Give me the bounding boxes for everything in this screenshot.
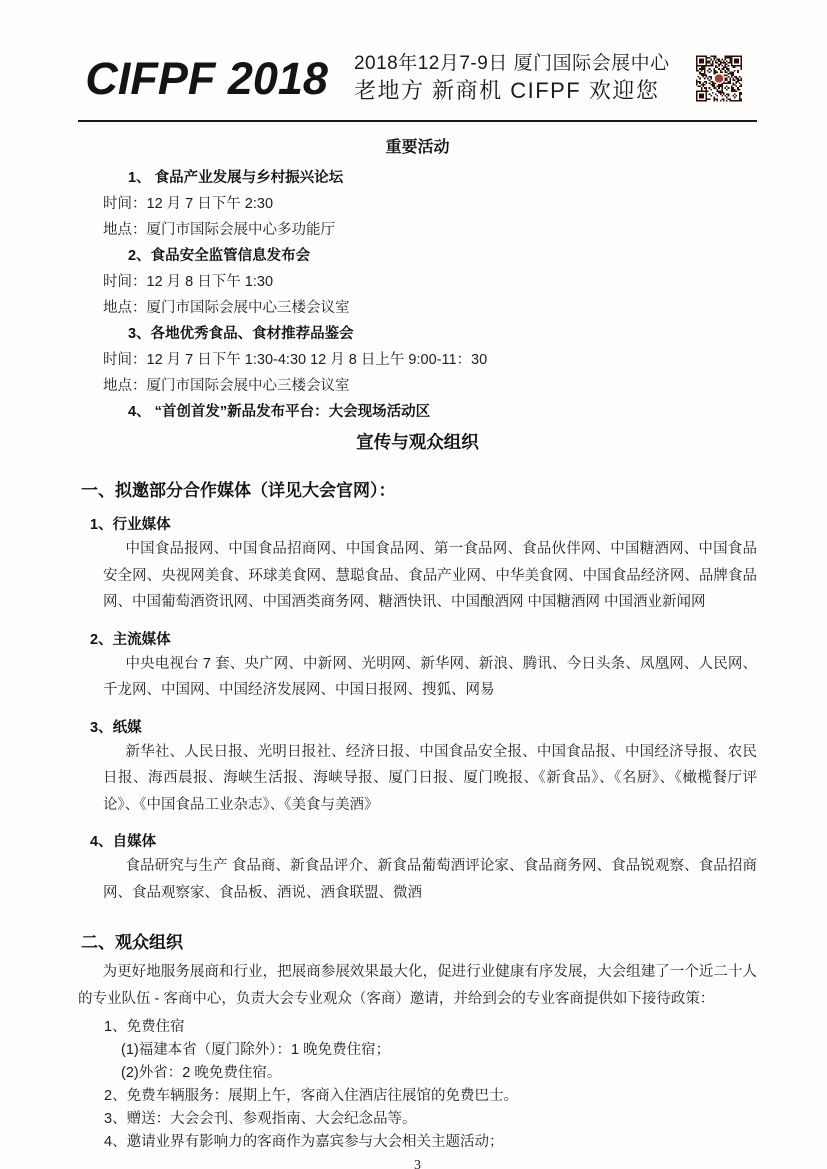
media-group-list: 中国食品报网、中国食品招商网、中国食品网、第一食品网、食品伙伴网、中国糖酒网、中国食品安全网、央视网美食、环球美食网、慧聪食品、食品产业网、中华美食网、中国食品经济网、品牌食品网、中国葡萄酒资讯网、中国酒类商务网、糖酒快讯、中国酿酒网 中国糖酒网 中国酒业新闻网 — [103, 541, 757, 611]
media-group-label: 1、行业媒体 — [90, 517, 171, 534]
activity-heading: 1、 食品产业发展与乡村振兴论坛 — [128, 170, 344, 187]
activity-time: 时间：12 月 7 日下午 2:30 — [103, 196, 274, 213]
qr-code-icon — [696, 54, 742, 103]
activity-place: 地点：厦门市国际会展中心三楼会议室 — [103, 300, 350, 317]
document-body — [0, 134, 827, 1169]
policy-item: 3、赠送：大会会刊、参观指南、大会纪念品等。 — [104, 1111, 417, 1128]
media-group-label: 3、纸媒 — [90, 719, 142, 736]
policy-item: 1、免费住宿 — [104, 1019, 185, 1036]
policy-item: 4、邀请业界有影响力的客商作为嘉宾参与大会相关主题活动； — [104, 1134, 504, 1151]
media-group-label: 2、主流媒体 — [90, 631, 171, 648]
media-section-heading: 一、拟邀部分合作媒体（详见大会官网）： — [81, 481, 396, 501]
activity-time: 时间：12 月 7 日下午 1:30-4:30 12 月 8 日上午 9:00-11：30 — [103, 352, 488, 369]
media-group-label: 4、自媒体 — [90, 834, 157, 851]
event-slogan: 老地方 新商机 CIFPF 欢迎您 — [353, 77, 660, 103]
activity-heading: 3、各地优秀食品、食材推荐品鉴会 — [128, 326, 354, 343]
header-divider — [78, 120, 757, 122]
activity-place: 地点：厦门市国际会展中心多功能厅 — [103, 222, 335, 239]
section-title-publicity: 宣传与观众组织 — [356, 432, 479, 453]
page-number: 3 — [414, 1158, 421, 1169]
activity-heading: 2、食品安全监管信息发布会 — [128, 248, 311, 265]
audience-section-heading: 二、观众组织 — [81, 933, 183, 953]
media-group-list: 食品研究与生产 食品商、新食品评介、新食品葡萄酒评论家、食品商务网、食品锐观察、食品招商网、食品观察家、食品板、酒说、酒食联盟、微酒 — [103, 858, 757, 901]
policy-subitem: (1)福建本省（厦门除外）：1 晚免费住宿； — [121, 1042, 391, 1059]
cifpf-logo: CIFPF 2018 — [85, 52, 328, 104]
policy-item: 2、免费车辆服务：展期上午，客商入住酒店往展馆的免费巴士。 — [104, 1088, 519, 1105]
audience-intro-paragraph: 为更好地服务展商和行业，把展商参展效果最大化，促进行业健康有序发展，大会组建了一个近二十人的专业队伍 - 客商中心，负责大会专业观众（客商）邀请，并给到会的专业客商提供如下接待政策： — [78, 964, 757, 1007]
document-header — [0, 0, 827, 105]
media-group-list: 中央电视台 7 套、央广网、中新网、光明网、新华网、新浪、腾讯、今日头条、凤凰网、人民网、千龙网、中国网、中国经济发展网、中国日报网、搜狐、网易 — [103, 655, 757, 699]
header-text-block — [354, 52, 670, 105]
activities-list — [78, 169, 757, 422]
media-group-list: 新华社、人民日报、光明日报社、经济日报、中国食品安全报、中国食品报、中国经济导报、农民日报、海西晨报、海峡生活报、海峡导报、厦门日报、厦门晚报、《新食品》、《名厨》、《橄榄餐厅评论》、《中国食品工业杂志》、《美食与美酒》 — [103, 743, 757, 813]
event-date-venue: 2018年12月7-9日 厦门国际会展中心 — [353, 53, 670, 74]
section-title-activities: 重要活动 — [385, 139, 450, 157]
policy-subitem: (2)外省：2 晚免费住宿。 — [121, 1065, 282, 1082]
publicity-section — [78, 429, 757, 1169]
important-activities-section — [78, 134, 757, 422]
activity-heading: 4、 “首创首发”新品发布平台：大会现场活动区 — [128, 404, 431, 421]
activity-time: 时间：12 月 8 日下午 1:30 — [103, 274, 274, 291]
activity-place: 地点：厦门市国际会展中心三楼会议室 — [103, 378, 350, 395]
audience-policy-list — [78, 1016, 757, 1153]
